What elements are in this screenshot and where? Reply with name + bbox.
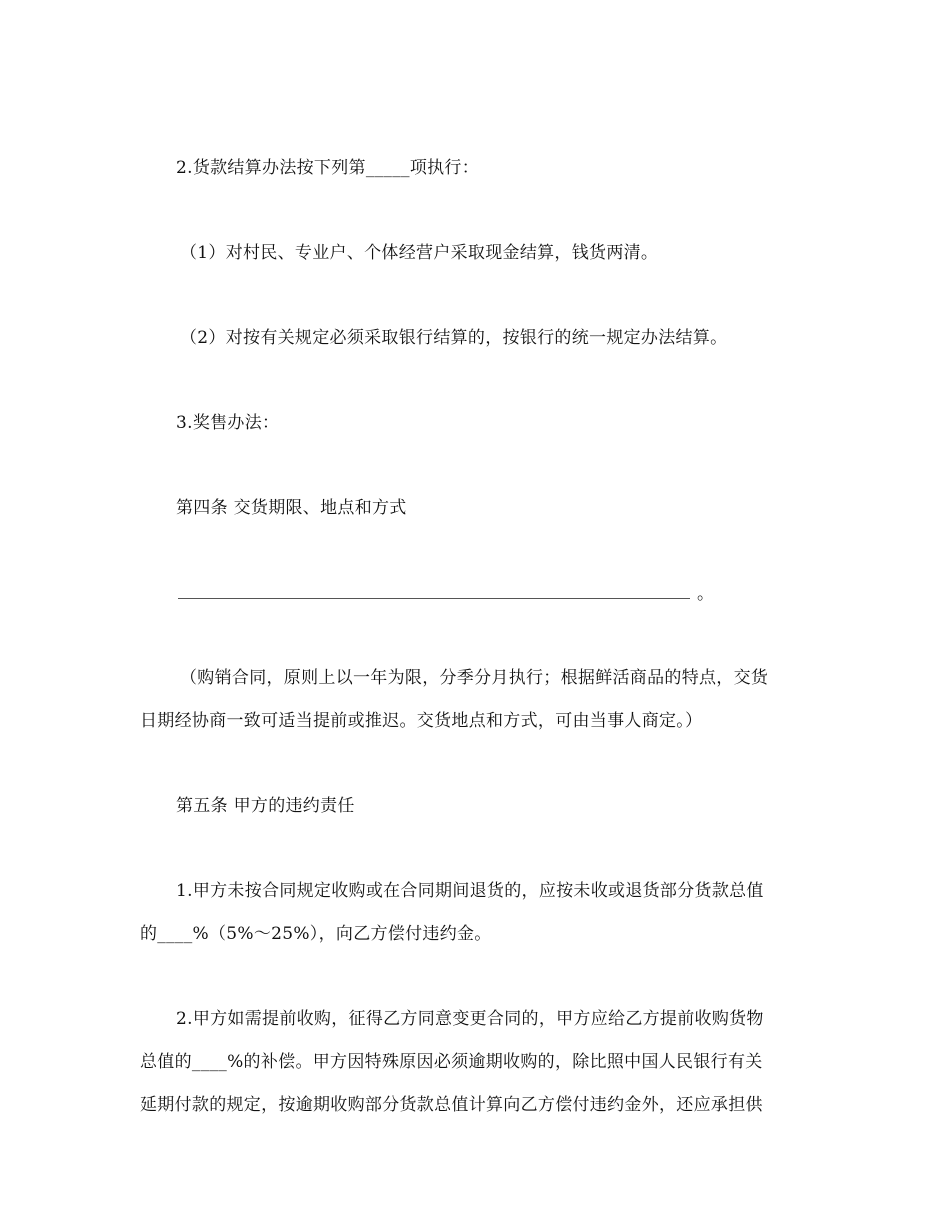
reward-sales-heading: 3.奖售办法：	[176, 413, 280, 433]
fill-in-rule	[178, 598, 690, 599]
bank-settlement-item: （2）对按有关规定必须采取银行结算的，按银行的统一规定办法结算。	[180, 328, 728, 348]
clause-2-line-3: 延期付款的规定，按逾期收购部分货款总值计算向乙方偿付违约金外，还应承担供	[140, 1095, 763, 1115]
delivery-note-line-1: （购销合同，原则上以一年为限，分季分月执行；根据鲜活商品的特点，交货	[180, 668, 769, 688]
text-segment: 项执行：	[409, 158, 480, 178]
clause-2-line-2: 总值的____%的补偿。甲方因特殊原因必须逾期收购的，除比照中国人民银行有关	[140, 1052, 763, 1072]
clause-1-line-1: 1.甲方未按合同规定收购或在合同期间退货的，应按未收或退货部分货款总值	[176, 881, 764, 901]
rule-end-mark: 。	[697, 584, 715, 604]
clause-1-line-2: 的____%（5%～25%），向乙方偿付违约金。	[140, 924, 492, 944]
clause-2-line-1: 2.甲方如需提前收购，征得乙方同意变更合同的，甲方应给乙方提前收购货物	[176, 1009, 764, 1029]
settlement-method-line	[176, 156, 479, 180]
delivery-note-line-2: 日期经协商一致可适当提前或推迟。交货地点和方式，可由当事人商定。）	[140, 711, 703, 731]
article-four-heading: 第四条 交货期限、地点和方式	[176, 498, 407, 518]
article-five-heading: 第五条 甲方的违约责任	[176, 796, 355, 816]
fill-in-blank: _____	[365, 158, 410, 178]
cash-settlement-item: （1）对村民、专业户、个体经营户采取现金结算，钱货两清。	[180, 243, 659, 263]
text-segment: 2.货款结算办法按下列第	[176, 158, 366, 178]
